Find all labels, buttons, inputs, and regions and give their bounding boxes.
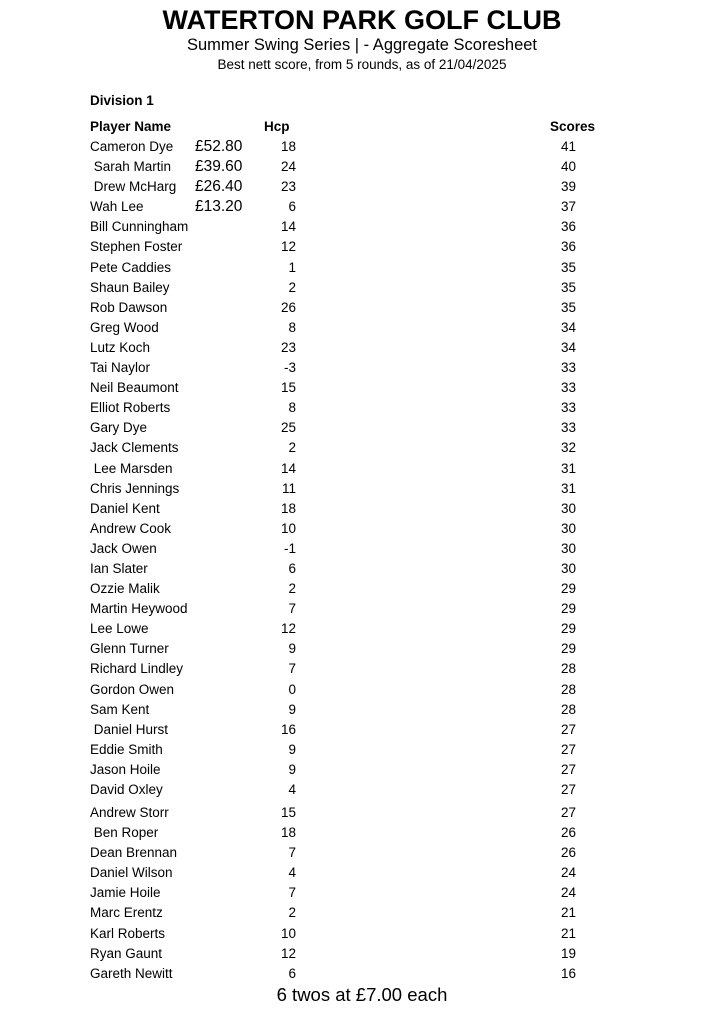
- handicap-value: 7: [288, 661, 296, 677]
- handicap-value: 9: [288, 741, 296, 757]
- player-name: Jack Owen: [90, 540, 157, 556]
- handicap-value: 7: [288, 885, 296, 901]
- score-value: 41: [560, 139, 576, 154]
- handicap-value: 8: [288, 400, 296, 416]
- handicap-value: 26: [280, 299, 296, 315]
- handicap-value: 2: [288, 440, 296, 456]
- score-value: 29: [560, 641, 576, 657]
- handicap-value: 1: [288, 259, 296, 275]
- table-row: [0, 639, 724, 659]
- table-row: [0, 479, 724, 499]
- table-row: [0, 680, 724, 700]
- player-name: Jamie Hoile: [90, 885, 161, 901]
- player-name: Dean Brennan: [90, 845, 178, 861]
- table-row: [0, 559, 724, 579]
- prize-amount: £52.80: [195, 138, 243, 155]
- score-value: 30: [560, 520, 576, 536]
- handicap-value: 23: [280, 179, 296, 195]
- score-value: 16: [560, 965, 576, 981]
- handicap-value: 9: [288, 761, 296, 777]
- table-row: [0, 700, 724, 720]
- score-value: 29: [560, 621, 576, 637]
- score-value: 21: [560, 905, 576, 921]
- score-value: 24: [560, 885, 576, 901]
- score-value: 27: [560, 721, 576, 737]
- score-value: 26: [560, 845, 576, 861]
- table-row: [0, 863, 724, 883]
- score-value: 28: [560, 701, 576, 717]
- player-name: Drew McHarg: [90, 179, 177, 195]
- table-row: [0, 217, 724, 237]
- handicap-value: 18: [280, 139, 296, 154]
- table-row: [0, 177, 724, 197]
- score-value: 36: [560, 239, 576, 255]
- handicap-value: 16: [280, 721, 296, 737]
- division-heading: Division 1: [90, 93, 154, 108]
- prize-amount: £39.60: [195, 158, 243, 176]
- handicap-value: 7: [288, 601, 296, 617]
- score-value: 24: [560, 865, 576, 881]
- player-name: Pete Caddies: [90, 259, 172, 275]
- player-rows-group-1: [0, 137, 724, 800]
- prize-amount: £26.40: [195, 178, 243, 196]
- score-value: 40: [560, 159, 576, 175]
- table-row: [0, 720, 724, 740]
- table-row: [0, 740, 724, 760]
- score-value: 27: [560, 805, 576, 820]
- score-value: 33: [560, 360, 576, 376]
- table-row: [0, 964, 724, 984]
- player-name: Cameron Dye: [90, 139, 174, 154]
- table-row: [0, 619, 724, 639]
- handicap-value: 2: [288, 905, 296, 921]
- player-name: Elliot Roberts: [90, 400, 171, 416]
- table-row: [0, 137, 724, 157]
- score-value: 33: [560, 420, 576, 436]
- handicap-value: 14: [280, 219, 296, 235]
- table-row: [0, 378, 724, 398]
- handicap-value: 11: [281, 480, 296, 496]
- player-name: Ian Slater: [90, 560, 148, 576]
- score-value: 37: [560, 199, 576, 215]
- player-name: Wah Lee: [90, 199, 144, 215]
- player-name: Gordon Owen: [90, 681, 175, 697]
- table-row: [0, 780, 724, 800]
- handicap-value: 25: [280, 420, 296, 436]
- table-row: [0, 883, 724, 903]
- score-value: 27: [560, 741, 576, 757]
- player-name: Bill Cunningham: [90, 219, 189, 235]
- handicap-value: 18: [280, 500, 296, 516]
- table-row: [0, 438, 724, 458]
- table-row: [0, 843, 724, 863]
- table-header-row: [0, 117, 724, 137]
- table-row: [0, 358, 724, 378]
- table-row: [0, 599, 724, 619]
- table-row: [0, 338, 724, 358]
- handicap-value: 6: [288, 560, 296, 576]
- table-row: [0, 944, 724, 964]
- handicap-value: 24: [280, 159, 296, 175]
- score-value: 19: [560, 945, 576, 961]
- prize-amount: £13.20: [195, 198, 243, 216]
- handicap-value: 14: [280, 460, 296, 476]
- table-row: [0, 157, 724, 177]
- handicap-value: -1: [283, 540, 296, 556]
- player-name: Jack Clements: [90, 440, 179, 456]
- player-name: Rob Dawson: [90, 299, 168, 315]
- player-name: Daniel Hurst: [90, 721, 169, 737]
- table-row: [0, 197, 724, 217]
- handicap-value: 12: [280, 945, 296, 961]
- score-value: 35: [560, 259, 576, 275]
- handicap-value: 10: [280, 520, 296, 536]
- score-value: 34: [560, 339, 576, 355]
- player-name: David Oxley: [90, 782, 163, 797]
- score-value: 33: [560, 380, 576, 396]
- score-value: 35: [560, 299, 576, 315]
- table-row: [0, 659, 724, 679]
- table-row: [0, 459, 724, 479]
- player-name: Daniel Wilson: [90, 865, 173, 881]
- score-value: 29: [560, 581, 576, 597]
- player-name: Jason Hoile: [90, 761, 161, 777]
- page-note: Best nett score, from 5 rounds, as of 21/04/2025: [217, 57, 507, 72]
- player-name: Lee Lowe: [90, 621, 149, 637]
- score-value: 32: [560, 440, 576, 456]
- score-value: 28: [560, 681, 576, 697]
- handicap-value: 7: [288, 845, 296, 861]
- score-value: 30: [560, 500, 576, 516]
- player-name: Daniel Kent: [90, 500, 160, 516]
- player-name: Lutz Koch: [90, 339, 151, 355]
- player-name: Sam Kent: [90, 701, 150, 717]
- player-name: Lee Marsden: [90, 460, 173, 476]
- player-name: Tai Naylor: [90, 360, 151, 376]
- player-name: Eddie Smith: [90, 741, 163, 757]
- score-value: 31: [560, 480, 576, 496]
- player-name: Glenn Turner: [90, 641, 169, 657]
- score-value: 27: [560, 782, 576, 797]
- handicap-value: 15: [280, 380, 296, 396]
- player-name: Sarah Martin: [90, 159, 172, 175]
- score-value: 29: [560, 601, 576, 617]
- score-value: 30: [560, 560, 576, 576]
- player-name: Ryan Gaunt: [90, 945, 163, 961]
- column-header-scores: Scores: [550, 119, 596, 134]
- table-row: [0, 823, 724, 843]
- player-name: Gary Dye: [90, 420, 148, 436]
- score-value: 26: [560, 825, 576, 841]
- handicap-value: 9: [288, 701, 296, 717]
- handicap-value: 12: [280, 239, 296, 255]
- table-row: [0, 519, 724, 539]
- score-value: 21: [560, 925, 576, 941]
- score-value: 30: [560, 540, 576, 556]
- table-row: [0, 499, 724, 519]
- table-row: [0, 803, 724, 823]
- player-name: Chris Jennings: [90, 480, 180, 496]
- table-row: [0, 278, 724, 298]
- handicap-value: 15: [280, 805, 296, 820]
- twos-summary: 6 twos at £7.00 each: [276, 984, 448, 1005]
- score-value: 34: [560, 319, 576, 335]
- handicap-value: 4: [288, 782, 296, 797]
- column-header-hcp: Hcp: [264, 119, 290, 134]
- table-row: [0, 539, 724, 559]
- handicap-value: 23: [280, 339, 296, 355]
- player-name: Gareth Newitt: [90, 965, 173, 981]
- table-row: [0, 318, 724, 338]
- handicap-value: 2: [288, 581, 296, 597]
- player-name: Greg Wood: [90, 319, 159, 335]
- handicap-value: 6: [288, 965, 296, 981]
- player-name: Ben Roper: [90, 825, 159, 841]
- score-value: 31: [560, 460, 576, 476]
- player-name: Ozzie Malik: [90, 581, 160, 597]
- player-name: Karl Roberts: [90, 925, 166, 941]
- score-value: 33: [560, 400, 576, 416]
- table-row: [0, 903, 724, 923]
- handicap-value: 6: [288, 199, 296, 215]
- handicap-value: 8: [288, 319, 296, 335]
- table-row: [0, 418, 724, 438]
- handicap-value: 18: [280, 825, 296, 841]
- player-name: Marc Erentz: [90, 905, 163, 921]
- table-row: [0, 237, 724, 257]
- column-header-player-name: Player Name: [90, 119, 172, 134]
- score-value: 28: [560, 661, 576, 677]
- player-name: Andrew Cook: [90, 520, 172, 536]
- handicap-value: 2: [288, 279, 296, 295]
- table-row: [0, 579, 724, 599]
- handicap-value: 4: [288, 865, 296, 881]
- table-row: [0, 298, 724, 318]
- handicap-value: 12: [280, 621, 296, 637]
- score-value: 36: [560, 219, 576, 235]
- table-row: [0, 258, 724, 278]
- player-name: Richard Lindley: [90, 661, 184, 677]
- player-name: Neil Beaumont: [90, 380, 179, 396]
- table-row: [0, 924, 724, 944]
- handicap-value: 0: [288, 681, 296, 697]
- handicap-value: 9: [288, 641, 296, 657]
- handicap-value: -3: [283, 360, 296, 376]
- player-rows-group-2: [0, 803, 724, 984]
- score-value: 39: [560, 179, 576, 195]
- table-row: [0, 760, 724, 780]
- player-name: Andrew Storr: [90, 805, 169, 820]
- score-value: 35: [560, 279, 576, 295]
- player-name: Stephen Foster: [90, 239, 183, 255]
- handicap-value: 10: [280, 925, 296, 941]
- page-title: WATERTON PARK GOLF CLUB: [162, 5, 562, 35]
- player-name: Shaun Bailey: [90, 279, 170, 295]
- table-row: [0, 398, 724, 418]
- page-subtitle: Summer Swing Series | - Aggregate Scoresheet: [186, 36, 538, 54]
- player-name: Martin Heywood: [90, 601, 188, 617]
- score-value: 27: [560, 761, 576, 777]
